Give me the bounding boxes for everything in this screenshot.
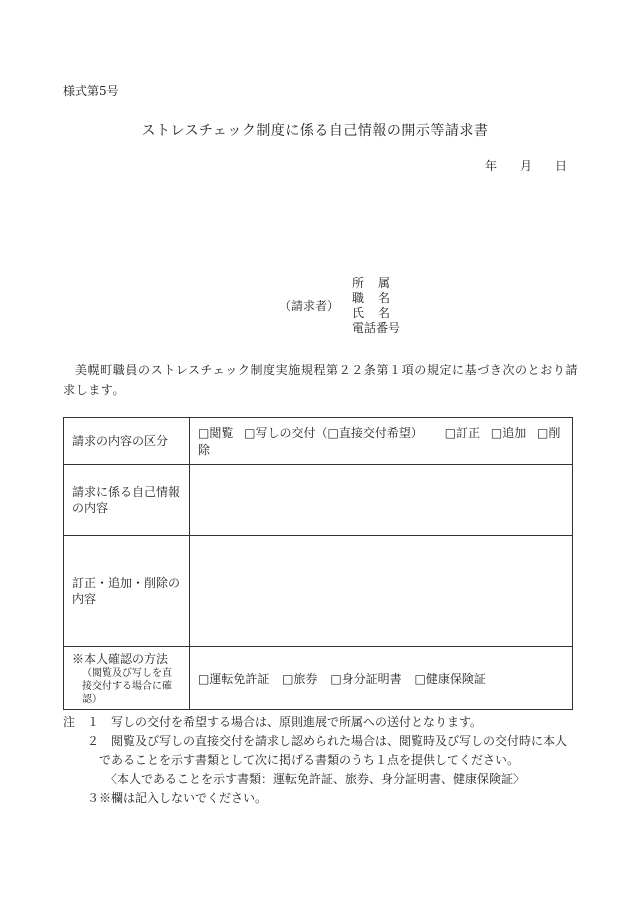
document-title: ストレスチェック制度に係る自己情報の開示等請求書 xyxy=(141,123,489,139)
option-correct[interactable]: □訂正 xyxy=(444,426,481,440)
row-request-type xyxy=(64,418,573,465)
request-type-options xyxy=(190,418,573,465)
row-identity xyxy=(64,647,573,710)
label-correction: 訂正・追加・削除の内容 xyxy=(64,536,190,647)
intro-paragraph: 美幌町職員のストレスチェック制度実施規程第２２条第１項の規定に基づき次のとおり請求します。 xyxy=(63,363,579,397)
identity-subtitle: （閲覧及び写しを直接交付する場合に確認） xyxy=(82,667,172,705)
note-3: ３※欄は記入しないでください。 xyxy=(87,791,268,805)
identity-title: ※本人確認の方法 xyxy=(72,651,169,666)
requester-label: （請求者） xyxy=(279,299,340,313)
correction-field[interactable] xyxy=(190,536,573,647)
label-request-type: 請求の内容の区分 xyxy=(64,418,190,465)
option-id-card[interactable]: □身分証明書 xyxy=(330,671,402,686)
form-number: 様式第5号 xyxy=(63,84,119,98)
self-info-field[interactable] xyxy=(190,465,573,536)
requester-affiliation: 所 属 xyxy=(352,276,392,290)
note-2b: であることを示す書類として次に掲げる書類のうち１点を提供してください。 xyxy=(99,753,520,767)
requester-position: 職 名 xyxy=(352,291,392,305)
date-day-label: 日 xyxy=(555,159,568,173)
note-2c: 〈本人であることを示す書類：運転免許証、旅券、身分証明書、健康保険証〉 xyxy=(105,772,526,786)
request-table xyxy=(63,417,573,710)
option-passport[interactable]: □旅券 xyxy=(282,671,318,686)
option-add[interactable]: □追加 xyxy=(490,426,527,440)
option-copy[interactable]: □写しの交付（□直接交付希望） xyxy=(244,426,423,440)
row-self-info xyxy=(64,465,573,536)
option-insurance-card[interactable]: □健康保険証 xyxy=(414,671,486,686)
option-license[interactable]: □運転免許証 xyxy=(198,671,270,686)
note-2a: ２ 閲覧及び写しの直接交付を請求し認められた場合は、閲覧時及び写しの交付時に本人 xyxy=(87,734,568,748)
notes xyxy=(63,713,567,808)
option-view[interactable]: □閲覧 xyxy=(198,426,234,440)
note-1: 注 １ 写しの交付を希望する場合は、原則進展で所属への送付となります。 xyxy=(63,715,483,729)
label-self-info: 請求に係る自己情報の内容 xyxy=(64,465,190,536)
date-month-label: 月 xyxy=(520,159,533,173)
date-year-label: 年 xyxy=(485,159,498,173)
requester-phone: 電話番号 xyxy=(352,321,401,335)
row-correction xyxy=(64,536,573,647)
identity-options xyxy=(190,647,573,710)
option-delete[interactable]: □削除 xyxy=(198,426,561,457)
requester-name: 氏 名 xyxy=(352,306,392,320)
label-identity xyxy=(64,647,190,710)
